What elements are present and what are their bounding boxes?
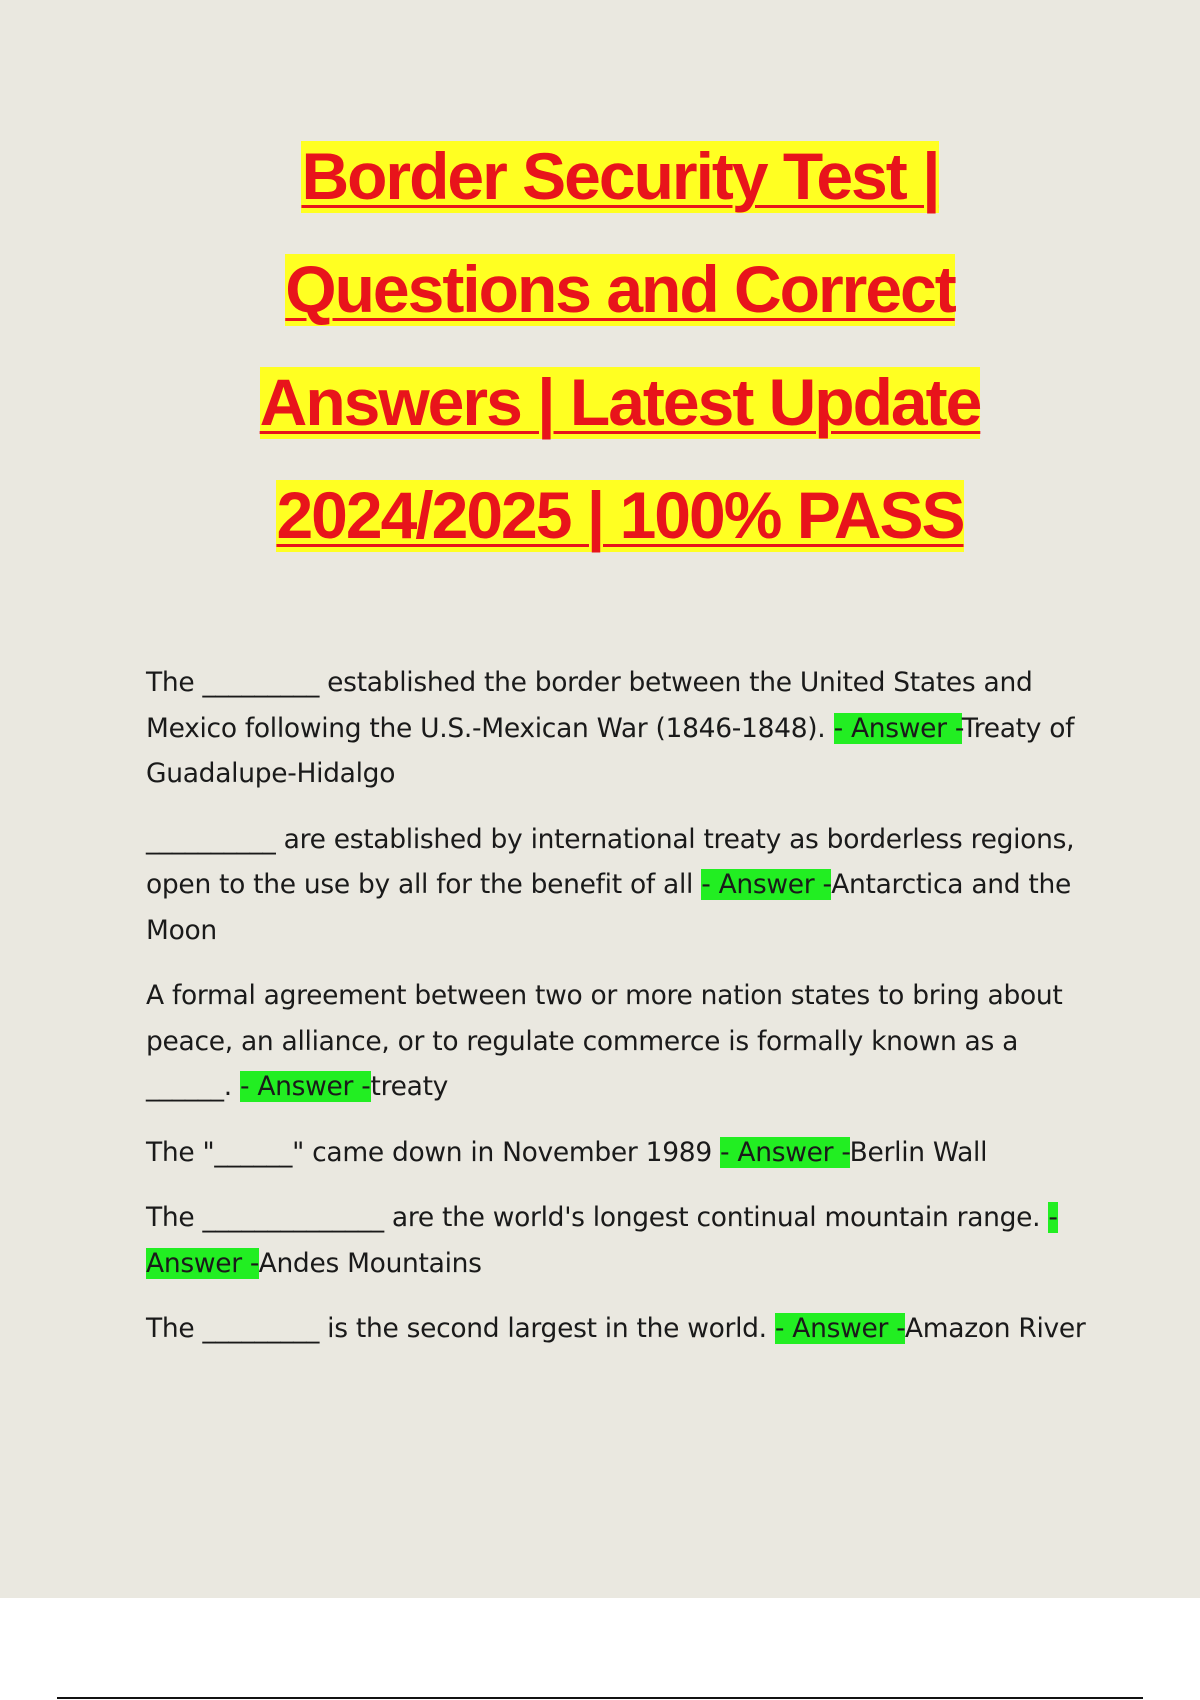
answer-marker: - Answer -	[146, 1202, 1058, 1279]
question-text: The "______" came down in November 1989	[146, 1136, 721, 1168]
question-text: __________ are established by international treaty as borderless regions, open to the use by all for the benefit of all	[146, 823, 1075, 900]
answer-text: Treaty of Guadalupe-Hidalgo	[146, 712, 1075, 789]
answer-text: Berlin Wall	[849, 1136, 988, 1168]
question-text: The _________ established the border between the United States and Mexico following the U.S.-Mexican War (1846-1848).	[146, 667, 1033, 744]
qa-item	[146, 817, 1096, 954]
answer-marker: - Answer -	[833, 712, 962, 744]
answer-marker: - Answer -	[701, 869, 832, 900]
answer-marker: - Answer -	[239, 1071, 371, 1102]
question-text: The _________ is the second largest in the world.	[146, 1313, 775, 1344]
title-line	[0, 364, 1200, 477]
question-text: A formal agreement between two or more nation states to bring about peace, an alliance, or to regulate commerce is formally known as a ______.	[146, 980, 1063, 1102]
title-line	[0, 138, 1200, 251]
answer-marker: - Answer -	[774, 1313, 905, 1344]
title-line-text: Questions and Correct	[285, 252, 955, 326]
title-line-text: 2024/2025 | 100% PASS	[276, 478, 964, 552]
question-answer-list	[146, 660, 1096, 1372]
question-text: The ______________ are the world's longest continual mountain range.	[146, 1202, 1049, 1233]
title-line-text: Answers | Latest Update	[259, 365, 981, 439]
footer-rule	[57, 1697, 1143, 1699]
qa-item	[146, 1130, 1096, 1176]
qa-item	[146, 1306, 1096, 1352]
answer-text: Andes Mountains	[258, 1247, 482, 1279]
qa-item	[146, 660, 1096, 797]
qa-item	[146, 973, 1096, 1110]
title-line-text: Border Security Test |	[301, 139, 939, 213]
document-title	[0, 138, 1200, 590]
answer-text: treaty	[370, 1071, 449, 1102]
title-line	[0, 477, 1200, 590]
answer-marker: - Answer -	[720, 1136, 850, 1168]
title-line	[0, 251, 1200, 364]
answer-text: Antarctica and the Moon	[146, 869, 1071, 946]
qa-item	[146, 1195, 1096, 1286]
answer-text: Amazon River	[904, 1313, 1086, 1344]
